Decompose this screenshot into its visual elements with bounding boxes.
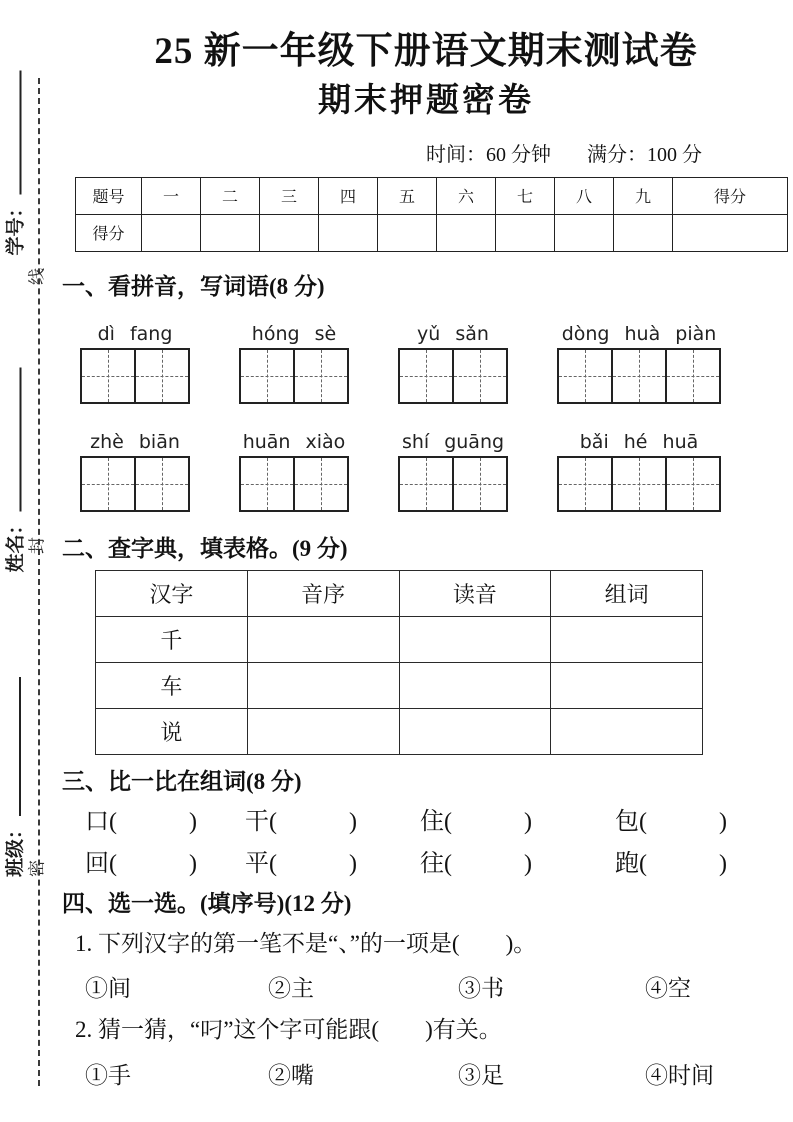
- question-1-options: [62, 973, 790, 1005]
- writing-boxes: [239, 456, 349, 512]
- compare-char: 往: [420, 850, 444, 877]
- pinyin-group: [557, 322, 721, 404]
- score-blank-cell: [142, 214, 201, 251]
- answer-paren: ( ): [639, 808, 727, 835]
- compare-char: 包: [615, 808, 639, 835]
- compare-char: 住: [420, 808, 444, 835]
- dict-char-cell: 说: [96, 708, 248, 754]
- answer-paren: ( ): [639, 850, 727, 877]
- option: ④空: [645, 976, 691, 1002]
- writing-boxes: [398, 348, 508, 404]
- page-title: 25 新一年级下册语文期末测试卷: [154, 31, 698, 72]
- writing-boxes: [557, 456, 721, 512]
- compare-char: 跑: [615, 850, 639, 877]
- option: ①间: [85, 976, 131, 1002]
- writing-cell: [82, 458, 136, 510]
- compare-item: [615, 805, 727, 839]
- pinyin-group: [557, 430, 721, 512]
- seal-char-seal: 封: [27, 537, 47, 554]
- score-header-cell: 三: [260, 177, 319, 214]
- option: ④时间: [645, 1063, 714, 1089]
- writing-cell: [613, 458, 667, 510]
- score-header-cell: 一: [142, 177, 201, 214]
- exam-full-score: 满分：100 分: [587, 143, 702, 166]
- compare-char: 平: [245, 850, 269, 877]
- question-1-stem: 1. 下列汉字的第一笔不是“、”的一项是( )。: [75, 930, 537, 956]
- compare-char: 口: [85, 808, 109, 835]
- dict-row: [96, 708, 703, 754]
- compare-char: 回: [85, 850, 109, 877]
- writing-cell: [454, 458, 506, 510]
- writing-cell: [454, 350, 506, 402]
- section2-heading: 二、查字典，填表格。(9 分): [62, 535, 348, 561]
- student-class-field: [3, 677, 29, 877]
- student-name-blank-line: [18, 368, 21, 512]
- dict-header-cell: 音序: [247, 570, 399, 616]
- pinyin-label: zhè biān: [90, 430, 180, 453]
- student-id-label: 学号：: [5, 198, 27, 256]
- score-header-cell: 七: [496, 177, 555, 214]
- compare-item: [85, 805, 245, 839]
- pinyin-row-2: [62, 430, 790, 512]
- pinyin-label: yǔ sǎn: [417, 322, 489, 345]
- score-blank-cell: [378, 214, 437, 251]
- compare-row-2: [62, 847, 790, 881]
- answer-paren: ( ): [444, 850, 532, 877]
- pinyin-row-1: [62, 322, 790, 404]
- pinyin-label: dòng huà piàn: [561, 322, 717, 345]
- answer-paren: ( ): [269, 808, 357, 835]
- seal-char-line: 线: [27, 268, 47, 285]
- pinyin-group: [239, 322, 349, 404]
- score-blank-cell: [614, 214, 673, 251]
- dict-header-cell: 读音: [399, 570, 551, 616]
- score-table: [75, 177, 788, 252]
- score-blank-cell: [673, 214, 788, 251]
- option: ③书: [458, 976, 504, 1002]
- option: ①手: [85, 1063, 131, 1089]
- section4-heading: 四、选一选。(填序号)(12 分): [62, 890, 352, 916]
- pinyin-group: [398, 430, 508, 512]
- dict-blank-cell: [399, 616, 551, 662]
- compare-item: [245, 847, 420, 881]
- writing-cell: [295, 350, 347, 402]
- score-header-cell: 四: [319, 177, 378, 214]
- writing-boxes: [398, 456, 508, 512]
- score-blank-cell: [260, 214, 319, 251]
- dict-header-row: [96, 570, 703, 616]
- dict-header-cell: 组词: [551, 570, 703, 616]
- score-header-cell: 得分: [673, 177, 788, 214]
- score-header-cell: 六: [437, 177, 496, 214]
- score-header-cell: 八: [555, 177, 614, 214]
- score-table-value-row: [76, 214, 788, 251]
- score-header-cell: 九: [614, 177, 673, 214]
- compare-item: [420, 805, 615, 839]
- pinyin-label: shí guāng: [401, 430, 505, 453]
- exam-time: 时间：60 分钟: [426, 143, 551, 166]
- pinyin-group: [239, 430, 349, 512]
- pinyin-label: hóng sè: [251, 322, 337, 345]
- writing-boxes: [80, 348, 190, 404]
- pinyin-group: [80, 430, 190, 512]
- answer-paren: ( ): [109, 808, 197, 835]
- writing-cell: [241, 350, 295, 402]
- seal-dashed-line: [38, 78, 40, 1086]
- compare-item: [615, 847, 727, 881]
- pinyin-group: [398, 322, 508, 404]
- student-class-blank-line: [18, 677, 21, 816]
- compare-item: [245, 805, 420, 839]
- writing-boxes: [80, 456, 190, 512]
- dict-row: [96, 662, 703, 708]
- compare-char: 干: [245, 808, 269, 835]
- score-header-cell: 题号: [76, 177, 142, 214]
- writing-cell: [295, 458, 347, 510]
- answer-paren: ( ): [444, 808, 532, 835]
- page-subtitle: 期末押题密卷: [318, 83, 534, 120]
- pinyin-label: bǎi hé huā: [579, 430, 699, 453]
- compare-item: [85, 847, 245, 881]
- student-id-field: [4, 71, 30, 256]
- dict-blank-cell: [399, 708, 551, 754]
- score-blank-cell: [496, 214, 555, 251]
- dict-blank-cell: [551, 616, 703, 662]
- writing-cell: [136, 350, 188, 402]
- dict-blank-cell: [551, 708, 703, 754]
- writing-cell: [559, 458, 613, 510]
- compare-row-1: [62, 805, 790, 839]
- writing-cell: [667, 350, 719, 402]
- score-blank-cell: [201, 214, 260, 251]
- dict-char-cell: 千: [96, 616, 248, 662]
- writing-cell: [559, 350, 613, 402]
- dict-row: [96, 616, 703, 662]
- exam-content: [62, 0, 790, 1092]
- student-class-label: 班级：: [5, 819, 26, 877]
- dictionary-table: [95, 570, 703, 755]
- exam-meta: [62, 138, 790, 167]
- score-header-cell: 二: [201, 177, 260, 214]
- section1-heading: 一、看拼音，写词语(8 分): [62, 273, 325, 299]
- dict-blank-cell: [551, 662, 703, 708]
- answer-paren: ( ): [109, 850, 197, 877]
- writing-cell: [613, 350, 667, 402]
- dict-blank-cell: [247, 662, 399, 708]
- dict-header-cell: 汉字: [96, 570, 248, 616]
- section3-heading: 三、比一比在组词(8 分): [62, 768, 302, 794]
- student-name-label: 姓名：: [5, 515, 27, 573]
- dict-blank-cell: [399, 662, 551, 708]
- student-id-blank-line: [18, 71, 21, 195]
- dict-blank-cell: [247, 616, 399, 662]
- score-table-header-row: [76, 177, 788, 214]
- writing-cell: [400, 458, 454, 510]
- score-row-label: 得分: [76, 214, 142, 251]
- dict-char-cell: 车: [96, 662, 248, 708]
- writing-cell: [667, 458, 719, 510]
- answer-paren: ( ): [269, 850, 357, 877]
- writing-cell: [400, 350, 454, 402]
- option: ③足: [458, 1063, 504, 1089]
- writing-cell: [82, 350, 136, 402]
- pinyin-label: dì fang: [97, 322, 173, 345]
- pinyin-group: [80, 322, 190, 404]
- pinyin-label: huān xiào: [242, 430, 346, 453]
- writing-cell: [241, 458, 295, 510]
- option: ②嘴: [268, 1063, 314, 1089]
- writing-cell: [136, 458, 188, 510]
- option: ②主: [268, 976, 314, 1002]
- score-header-cell: 五: [378, 177, 437, 214]
- score-blank-cell: [555, 214, 614, 251]
- writing-boxes: [557, 348, 721, 404]
- score-blank-cell: [319, 214, 378, 251]
- dict-blank-cell: [247, 708, 399, 754]
- score-blank-cell: [437, 214, 496, 251]
- writing-boxes: [239, 348, 349, 404]
- compare-item: [420, 847, 615, 881]
- question-2-options: [62, 1060, 790, 1092]
- seal-char-secret: 密: [27, 860, 47, 877]
- question-2-stem: 2. 猜一猜，“叼”这个字可能跟( )有关。: [75, 1017, 502, 1043]
